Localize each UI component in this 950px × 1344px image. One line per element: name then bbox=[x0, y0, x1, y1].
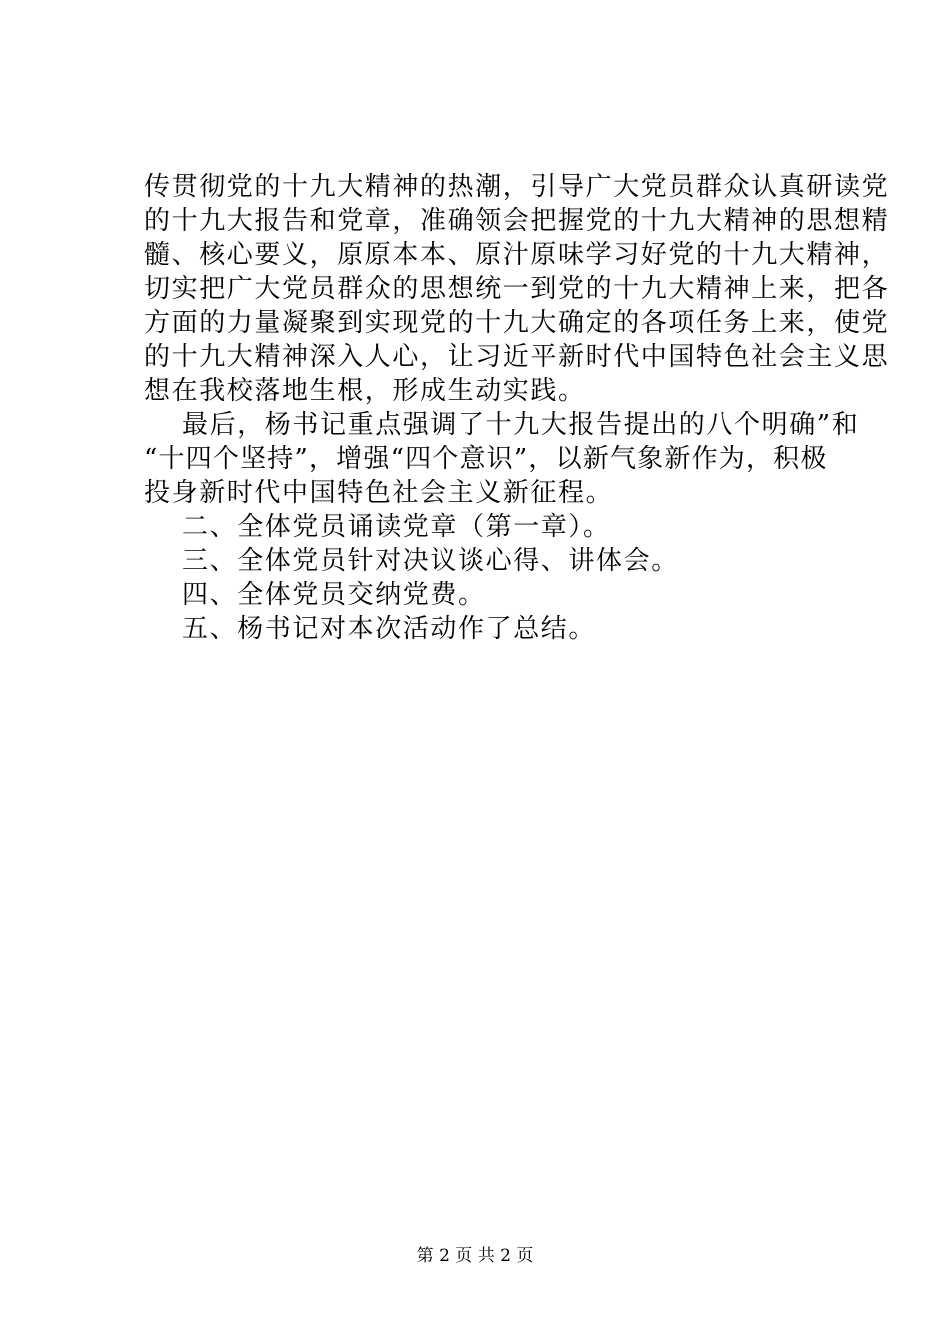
paragraph-line: 投身新时代中国特色社会主义新征程。 bbox=[144, 478, 614, 508]
paragraph-line: 髓、核心要义，原原本本、原汁原味学习好党的十九大精神， bbox=[144, 240, 890, 270]
paragraph-line: 的十九大精神深入人心，让习近平新时代中国特色社会主义思 bbox=[144, 342, 890, 372]
paragraph-line: “十四个坚持”，增强“四个意识”，以新气象新作为，积极 bbox=[144, 444, 828, 474]
document-body bbox=[144, 170, 890, 646]
paragraph-line: 的十九大报告和党章，准确领会把握党的十九大精神的思想精 bbox=[144, 206, 890, 236]
page-number-footer: 第 2 页 共 2 页 bbox=[416, 1246, 534, 1266]
paragraph-line: 方面的力量凝聚到实现党的十九大确定的各项任务上来，使党 bbox=[144, 308, 890, 338]
list-item: 三、全体党员针对决议谈心得、讲体会。 bbox=[182, 546, 679, 576]
paragraph-line: 切实把广大党员群众的思想统一到党的十九大精神上来，把各 bbox=[144, 274, 890, 304]
list-item: 五、杨书记对本次活动作了总结。 bbox=[182, 614, 597, 644]
paragraph-line: 最后，杨书记重点强调了十九大报告提出的八个明确”和 bbox=[182, 410, 860, 440]
paragraph-line: 传贯彻党的十九大精神的热潮，引导广大党员群众认真研读党 bbox=[144, 172, 890, 202]
paragraph-line: 想在我校落地生根，形成生动实践。 bbox=[144, 376, 586, 406]
list-item: 二、全体党员诵读党章（第一章）。 bbox=[182, 512, 611, 542]
list-item: 四、全体党员交纳党费。 bbox=[182, 580, 486, 610]
